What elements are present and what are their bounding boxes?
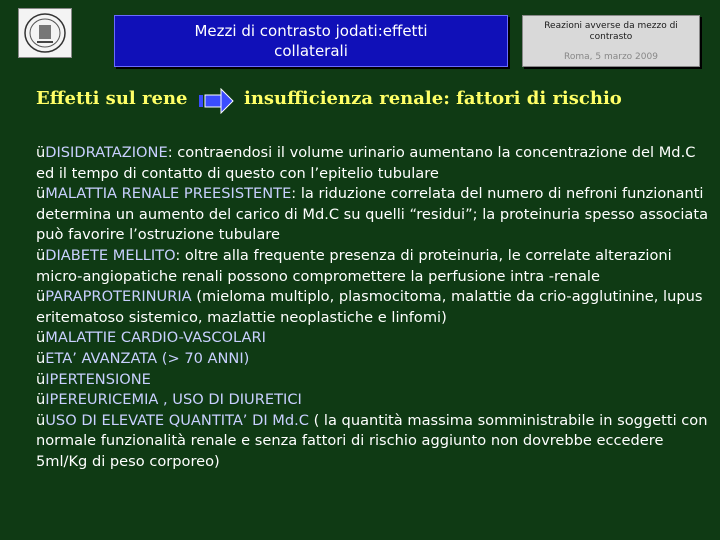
risk-factor-term: USO DI ELEVATE QUANTITA’ DI Md.C [45,411,309,429]
risk-factor-item [36,411,708,473]
risk-factor-term: MALATTIE CARDIO-VASCOLARI [45,329,266,347]
right-arrow-icon [198,88,234,114]
risk-factor-item [36,246,708,287]
risk-factor-description: : la riduzione correlata del numero di nefroni funzionanti determina un aumento del carico di Md.C su quelli “residui”; la proteinuria spesso associata può favorire l’ostruzione tubulare [36,185,709,244]
risk-factor-term: ETA’ AVANZATA (> 70 ANNI) [45,349,250,367]
risk-factor-term: IPERTENSIONE [45,370,151,388]
risk-factor-term: IPEREURICEMIA , USO DI DIURETICI [45,391,302,409]
risk-factor-item [36,287,708,328]
checkmark-icon: ü [36,329,46,347]
section-heading: Effetti sul rene [36,88,188,109]
risk-factor-description: (mieloma multiplo, plasmocitoma, malattie da crio-agglutinine, lupus eritematoso sistemico, mazlattie neoplastiche e linfomi) [36,288,703,326]
checkmark-icon: ü [36,349,46,367]
section-subheading: insufficienza renale: fattori di rischio [244,88,622,109]
risk-factor-description: : oltre alla frequente presenza di proteinuria, le correlate alterazioni micro-angiopatiche renali possono compromettere la perfusione intra -renale [36,246,672,285]
checkmark-icon: ü [36,185,46,203]
course-date: Roma, 5 marzo 2009 [564,52,658,62]
course-label-box [522,15,700,67]
risk-factor-term: DIABETE MELLITO [45,246,176,264]
slide-title-box [114,15,508,67]
risk-factor-item [36,349,708,370]
risk-factor-item [36,184,708,246]
risk-factor-item [36,390,708,411]
risk-factor-list [36,143,708,473]
university-seal-logo [18,8,72,58]
risk-factor-item [36,143,708,184]
checkmark-icon: ü [36,391,46,409]
risk-factor-term: PARAPROTERINURIA [45,288,192,306]
risk-factor-item [36,328,708,349]
checkmark-icon: ü [36,288,46,306]
checkmark-icon: ü [36,370,46,388]
course-title: Reazioni avverse da mezzo di contrasto [544,21,678,42]
risk-factor-term: MALATTIA RENALE PREESISTENTE [45,185,292,203]
checkmark-icon: ü [36,411,46,429]
slide-title-line1: Mezzi di contrasto jodati:effetti [194,22,428,40]
slide-title-line2: collaterali [274,42,348,60]
risk-factor-term: DISIDRATAZIONE [45,144,168,161]
checkmark-icon: ü [36,144,46,161]
risk-factor-item [36,370,708,391]
checkmark-icon: ü [36,246,46,264]
risk-factor-description: : contraendosi il volume urinario aumentano la concentrazione del Md.C ed il tempo di contatto di questo con l’epitelio tubulare [36,144,696,182]
risk-factor-description: ( la quantità massima somministrabile in soggetti con normale funzionalità renale e senza fattori di rischio aggiunto non dovrebbe eccedere 5ml/Kg di peso corporeo) [36,411,708,470]
seal-icon [23,12,67,54]
